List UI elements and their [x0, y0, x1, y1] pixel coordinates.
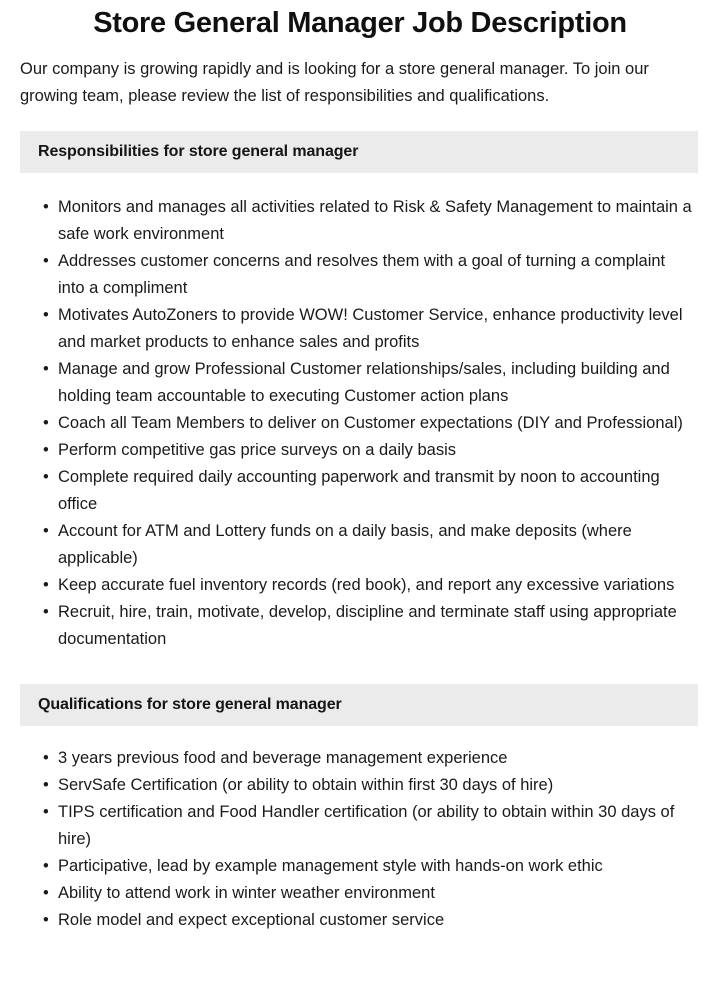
qualifications-list	[0, 726, 720, 934]
bullet-icon: •	[43, 803, 49, 821]
section-header-responsibilities-label: Responsibilities for store general manager	[38, 143, 359, 160]
list-item-text: ServSafe Certification (or ability to obtain within first 30 days of hire)	[58, 776, 554, 794]
list-item-text: Monitors and manages all activities related to Risk & Safety Management to maintain a safe work environment	[58, 198, 692, 243]
section-responsibilities	[0, 131, 720, 653]
intro-paragraph: Our company is growing rapidly and is looking for a store general manager. To join our growing team, please review the list of responsibilities and qualifications.	[20, 60, 649, 105]
list-item-text: Participative, lead by example management style with hands-on work ethic	[58, 857, 603, 875]
bullet-icon: •	[43, 198, 49, 216]
list-item	[0, 572, 720, 599]
list-item	[0, 248, 720, 302]
list-item	[0, 356, 720, 410]
list-item-text: Manage and grow Professional Customer relationships/sales, including building and holding team accountable to executing Customer action plans	[58, 360, 670, 405]
list-item	[0, 437, 720, 464]
bullet-icon: •	[43, 911, 49, 929]
list-item	[0, 194, 720, 248]
list-item	[0, 772, 720, 799]
page-title: Store General Manager Job Description	[93, 7, 627, 39]
bullet-icon: •	[43, 522, 49, 540]
list-item-text: Addresses customer concerns and resolves them with a goal of turning a complaint into a compliment	[58, 252, 666, 297]
list-item	[0, 853, 720, 880]
list-item-text: TIPS certification and Food Handler certification (or ability to obtain within 30 days of hire)	[58, 803, 675, 848]
list-item	[0, 518, 720, 572]
list-item	[0, 880, 720, 907]
bullet-icon: •	[43, 749, 49, 767]
list-item-text: Perform competitive gas price surveys on a daily basis	[58, 441, 456, 459]
list-item	[0, 410, 720, 437]
list-item-text: Motivates AutoZoners to provide WOW! Customer Service, enhance productivity level and market products to enhance sales and profits	[58, 306, 683, 351]
bullet-icon: •	[43, 252, 49, 270]
list-item	[0, 302, 720, 356]
section-header-qualifications-label: Qualifications for store general manager	[38, 696, 342, 713]
list-item-text: 3 years previous food and beverage management experience	[58, 749, 508, 767]
section-qualifications	[0, 684, 720, 934]
bullet-icon: •	[43, 776, 49, 794]
bullet-icon: •	[43, 441, 49, 459]
section-header-responsibilities	[20, 131, 698, 173]
responsibilities-list	[0, 173, 720, 653]
bullet-icon: •	[43, 603, 49, 621]
list-item-text: Complete required daily accounting paperwork and transmit by noon to accounting office	[58, 468, 660, 513]
bullet-icon: •	[43, 857, 49, 875]
list-item	[0, 599, 720, 653]
bullet-icon: •	[43, 576, 49, 594]
bullet-icon: •	[43, 306, 49, 324]
list-item	[0, 907, 720, 934]
bullet-icon: •	[43, 468, 49, 486]
list-item-text: Keep accurate fuel inventory records (red book), and report any excessive variations	[58, 576, 675, 594]
bullet-icon: •	[43, 414, 49, 432]
list-item	[0, 745, 720, 772]
list-item-text: Role model and expect exceptional customer service	[58, 911, 445, 929]
list-item-text: Coach all Team Members to deliver on Customer expectations (DIY and Professional)	[58, 414, 683, 432]
bullet-icon: •	[43, 884, 49, 902]
list-item	[0, 464, 720, 518]
bullet-icon: •	[43, 360, 49, 378]
list-item-text: Ability to attend work in winter weather environment	[58, 884, 435, 902]
section-header-qualifications	[20, 684, 698, 726]
list-item-text: Recruit, hire, train, motivate, develop, discipline and terminate staff using appropriate documentation	[58, 603, 677, 648]
list-item-text: Account for ATM and Lottery funds on a daily basis, and make deposits (where applicable)	[58, 522, 632, 567]
list-item	[0, 799, 720, 853]
